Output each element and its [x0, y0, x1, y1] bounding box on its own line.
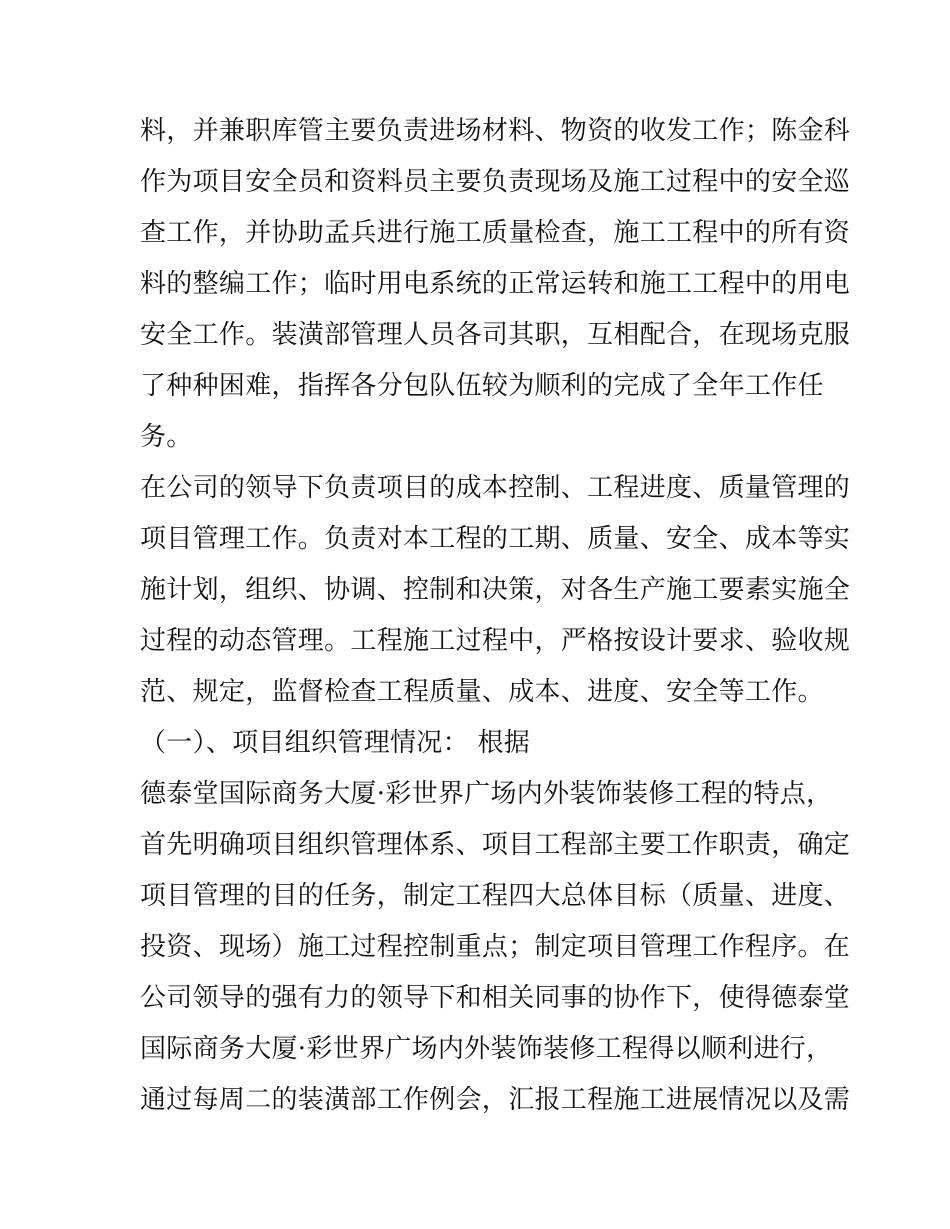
text-line: 过程的动态管理。工程施工过程中，严格按设计要求、验收规	[140, 626, 851, 656]
text-line: 国际商务大厦·彩世界广场内外装饰装修工程得以顺利进行，	[140, 1034, 833, 1064]
text-line: 施计划，组织、协调、控制和决策，对各生产施工要素实施全	[140, 575, 851, 605]
text-line: 了种种困难，指挥各分包队伍较为顺利的完成了全年工作任	[140, 371, 824, 401]
section-heading: （一）、项目组织管理情况： 根据	[140, 728, 531, 758]
text-line: 料的整编工作；临时用电系统的正常运转和施工工程中的用电	[140, 269, 851, 299]
text-line: 在公司的领导下负责项目的成本控制、工程进度、质量管理的	[140, 473, 851, 503]
text-line: 通过每周二的装潢部工作例会，汇报工程施工进展情况以及需	[140, 1085, 851, 1115]
text-line: 范、规定，监督检查工程质量、成本、进度、安全等工作。	[140, 677, 824, 707]
text-line: 作为项目安全员和资料员主要负责现场及施工过程中的安全巡	[140, 167, 851, 197]
text-line: 项目管理的目的任务，制定工程四大总体目标（质量、进度、	[140, 881, 851, 911]
text-line: 公司领导的强有力的领导下和相关同事的协作下，使得德泰堂	[140, 983, 851, 1013]
text-line: 查工作，并协助孟兵进行施工质量检查，施工工程中的所有资	[140, 218, 851, 248]
body-text	[140, 106, 851, 1126]
text-line: 投资、现场）施工过程控制重点；制定项目管理工作程序。在	[140, 932, 851, 962]
text-line: 德泰堂国际商务大厦·彩世界广场内外装饰装修工程的特点，	[140, 779, 833, 809]
text-line: 首先明确项目组织管理体系、项目工程部主要工作职责，确定	[140, 830, 851, 860]
text-line: 务。	[140, 422, 193, 452]
text-line: 料，并兼职库管主要负责进场材料、物资的收发工作；陈金科	[140, 116, 851, 146]
text-line: 项目管理工作。负责对本工程的工期、质量、安全、成本等实	[140, 524, 851, 554]
text-line: 安全工作。装潢部管理人员各司其职，互相配合，在现场克服	[140, 320, 851, 350]
